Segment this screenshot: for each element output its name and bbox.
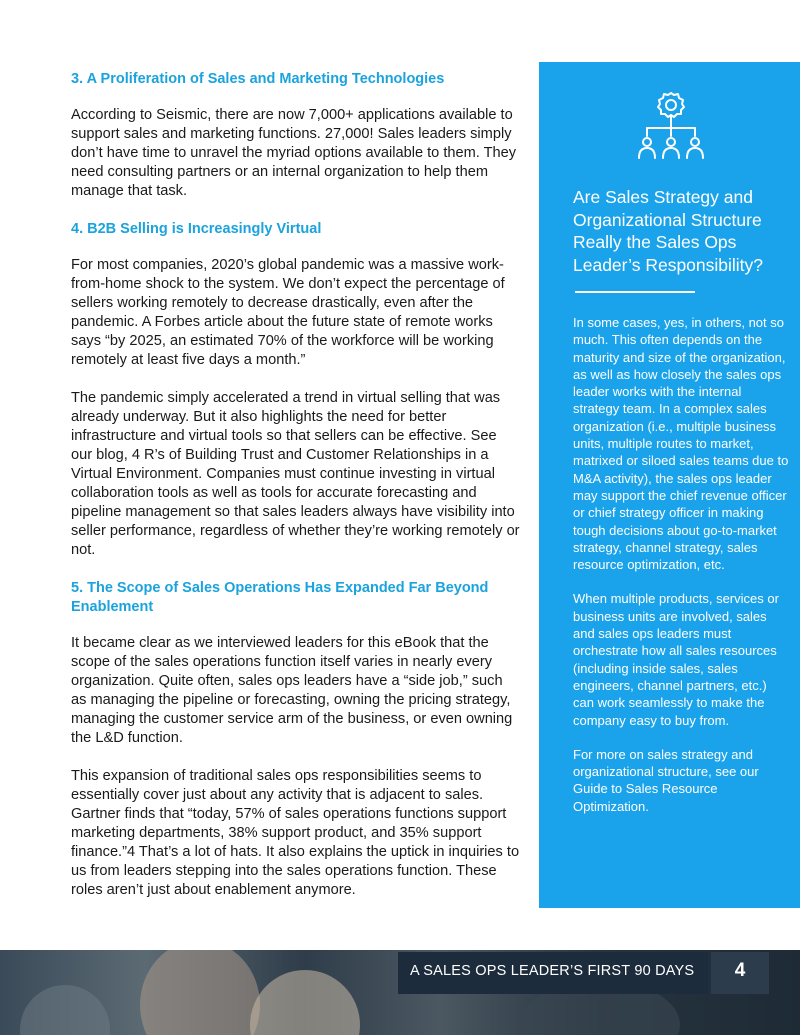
body-paragraph: It became clear as we interviewed leaders for this eBook that the scope of the sales operations function itself varies in nearly every organization. Quite often, sales ops leaders have a “side job,” such as managing the pipeline or forecasting, owning the pricing strategy, managing the customer service arm of the business, or even owning the L&D function. xyxy=(71,635,513,746)
section-heading: 4. B2B Selling is Increasingly Virtual xyxy=(71,221,322,237)
sidebar-body xyxy=(573,314,791,832)
footer-photo-banner xyxy=(0,950,800,1035)
body-paragraph: For most companies, 2020’s global pandemic was a massive work-from-home shock to the system. We don’t expect the percentage of sellers working remotely to decrease drastically, even after the pandemic. A Forbes article about the future state of remote works says “by 2025, an estimated 70% of the workforce will be working remotely at least five days a month.” xyxy=(71,257,505,368)
footer-document-title: A SALES OPS LEADER’S FIRST 90 DAYS xyxy=(410,963,695,979)
photo-background xyxy=(140,950,260,1035)
org-chart-gear-icon xyxy=(631,90,711,165)
page-number-box xyxy=(711,952,769,994)
sidebar-paragraph: For more on sales strategy and organizational structure, see our Guide to Sales Resource Optimization. xyxy=(573,746,759,814)
page-number: 4 xyxy=(734,960,746,981)
body-paragraph: According to Seismic, there are now 7,000+ applications available to support sales and marketing functions. 27,000! Sales leaders simply don’t have time to unravel the myriad options available to them. They need consulting partners or an internal organization to help them manage that task. xyxy=(71,107,517,199)
body-paragraph: This expansion of traditional sales ops responsibilities seems to essentially cover just about any activity that is adjacent to sales. Gartner finds that “today, 57% of sales operations functions support marketing departments, 38% support product, and 35% support finance.”4 That’s a lot of hats. It also explains the uptick in inquiries to us from leaders stepping into the sales operations function. These roles aren’t just about enablement anymore. xyxy=(71,768,520,898)
main-content xyxy=(71,70,521,919)
section-heading: 3. A Proliferation of Sales and Marketing Technologies xyxy=(71,71,445,87)
photo-background xyxy=(20,985,110,1035)
sidebar-title: Are Sales Strategy and Organizational Structure Really the Sales Ops Leader’s Responsibility? xyxy=(573,187,764,275)
sidebar-paragraph: When multiple products, services or business units are involved, sales and sales ops leaders must orchestrate how all sales resources (including inside sales, sales engineers, channel partners, etc.) can work seamlessly to make the company easy to buy from. xyxy=(573,591,779,728)
body-paragraph: The pandemic simply accelerated a trend in virtual selling that was already underway. But it also highlights the need for better infrastructure and virtual tools so that sellers can be effective. See our blog, 4 R’s of Building Trust and Customer Relationships in a Virtual Environment. Companies must continue investing in virtual collaboration tools as well as tools for accurate forecasting and pipeline management so that sales leaders always have visibility into seller performance, regardless of whether they’re working remotely or not. xyxy=(71,390,520,558)
sidebar-paragraph: In some cases, yes, in others, not so much. This often depends on the maturity and size of the organization, as well as how closely the sales ops leader works with the internal strategy team. In a complex sales organization (i.e., multiple business units, multiple routes to market, matrixed or siloed sales teams due to M&A activity), the sales ops leader may support the chief revenue officer or chief strategy officer in making tough decisions about go-to-market strategy, channel strategy, sales resource optimization, etc. xyxy=(573,315,789,573)
sidebar-divider xyxy=(575,291,695,293)
sidebar-callout xyxy=(539,62,800,908)
section-heading: 5. The Scope of Sales Operations Has Expanded Far Beyond Enablement xyxy=(71,580,489,615)
photo-background xyxy=(250,970,360,1035)
